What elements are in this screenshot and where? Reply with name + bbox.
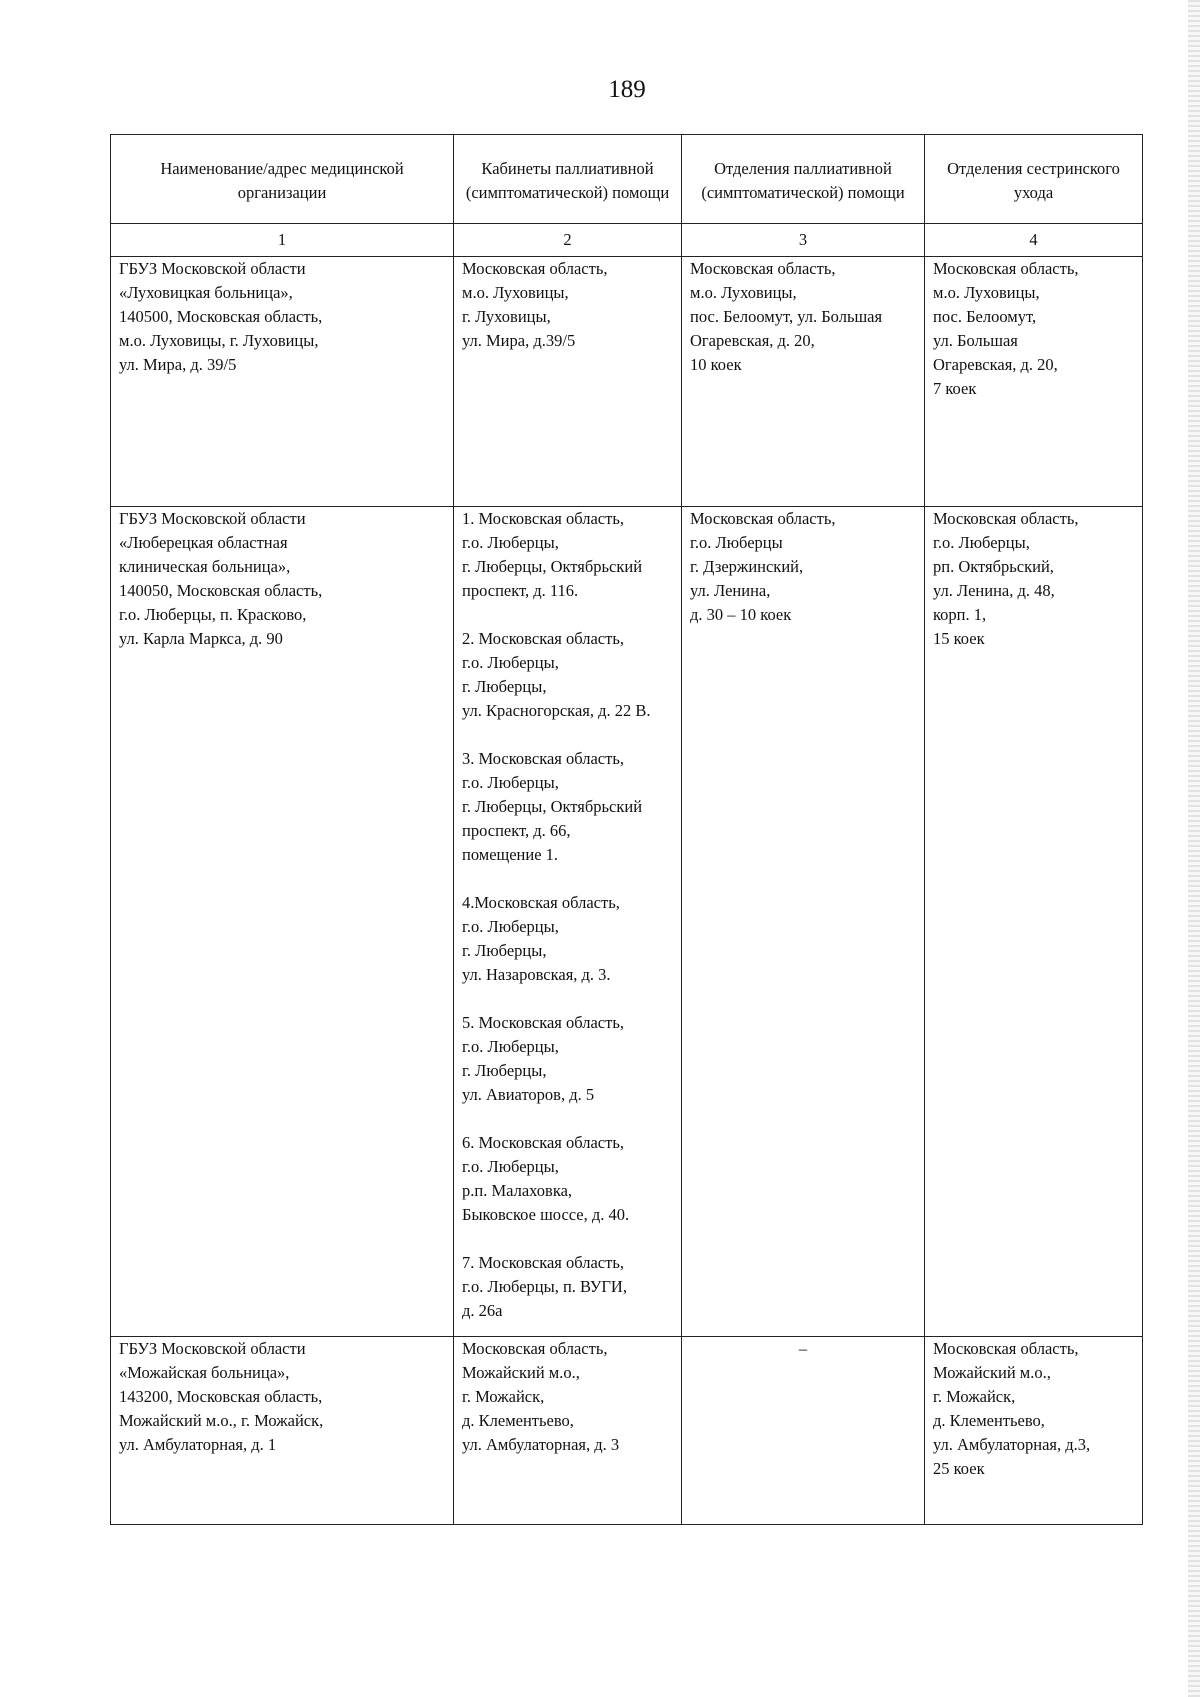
nursing-departments-cell: Московская область, м.о. Луховицы, пос. Белоомут, ул. Большая Огаревская, д. 20, 7 коек xyxy=(925,257,1143,507)
header-nursing-departments: Отделения сестринского ухода xyxy=(925,135,1143,224)
table-row xyxy=(111,257,1143,507)
header-organization: Наименование/адрес медицинской организации xyxy=(111,135,454,224)
column-number: 4 xyxy=(925,224,1143,257)
scan-edge-artifact xyxy=(1188,0,1200,1697)
column-number: 1 xyxy=(111,224,454,257)
palliative-departments-cell: Московская область, г.о. Люберцы г. Дзержинский, ул. Ленина, д. 30 – 10 коек xyxy=(682,507,925,1337)
palliative-departments-cell: – xyxy=(682,1337,925,1525)
header-offices: Кабинеты паллиативной (симптоматической) помощи xyxy=(454,135,682,224)
offices-cell: Московская область, м.о. Луховицы, г. Луховицы, ул. Мира, д.39/5 xyxy=(454,257,682,507)
offices-cell: 1. Московская область, г.о. Люберцы, г. Люберцы, Октябрьский проспект, д. 116. 2. Московская область, г.о. Люберцы, г. Люберцы, ул. Красногорская, д. 22 В. 3. Московская область, г.о. Люберцы, г. Люберцы, Октябрьский проспект, д. 66, помещение 1. 4.Московская область, г.о. Люберцы, г. Люберцы, ул. Назаровская, д. 3. 5. Московская область, г.о. Люберцы, г. Люберцы, ул. Авиаторов, д. 5 6. Московская область, г.о. Люберцы, р.п. Малаховка, Быковское шоссе, д. 40. 7. Московская область, г.о. Люберцы, п. ВУГИ, д. 26а xyxy=(454,507,682,1337)
column-number-row xyxy=(111,224,1143,257)
organization-cell: ГБУЗ Московской области «Люберецкая областная клиническая больница», 140050, Московская область, г.о. Люберцы, п. Красково, ул. Карла Маркса, д. 90 xyxy=(111,507,454,1337)
organization-cell: ГБУЗ Московской области «Луховицкая больница», 140500, Московская область, м.о. Луховицы, г. Луховицы, ул. Мира, д. 39/5 xyxy=(111,257,454,507)
page-number: 189 xyxy=(608,76,646,103)
column-number: 3 xyxy=(682,224,925,257)
column-number: 2 xyxy=(454,224,682,257)
table-row xyxy=(111,1337,1143,1525)
palliative-care-table xyxy=(110,134,1143,1525)
offices-cell: Московская область, Можайский м.о., г. Можайск, д. Клементьево, ул. Амбулаторная, д. 3 xyxy=(454,1337,682,1525)
nursing-departments-cell: Московская область, г.о. Люберцы, рп. Октябрьский, ул. Ленина, д. 48, корп. 1, 15 коек xyxy=(925,507,1143,1337)
nursing-departments-cell: Московская область, Можайский м.о., г. Можайск, д. Клементьево, ул. Амбулаторная, д.3, 25 коек xyxy=(925,1337,1143,1525)
organization-cell: ГБУЗ Московской области «Можайская больница», 143200, Московская область, Можайский м.о., г. Можайск, ул. Амбулаторная, д. 1 xyxy=(111,1337,454,1525)
header-palliative-departments: Отделения паллиативной (симптоматической) помощи xyxy=(682,135,925,224)
header-row xyxy=(111,135,1143,224)
table-row xyxy=(111,507,1143,1337)
palliative-departments-cell: Московская область, м.о. Луховицы, пос. Белоомут, ул. Большая Огаревская, д. 20, 10 коек xyxy=(682,257,925,507)
